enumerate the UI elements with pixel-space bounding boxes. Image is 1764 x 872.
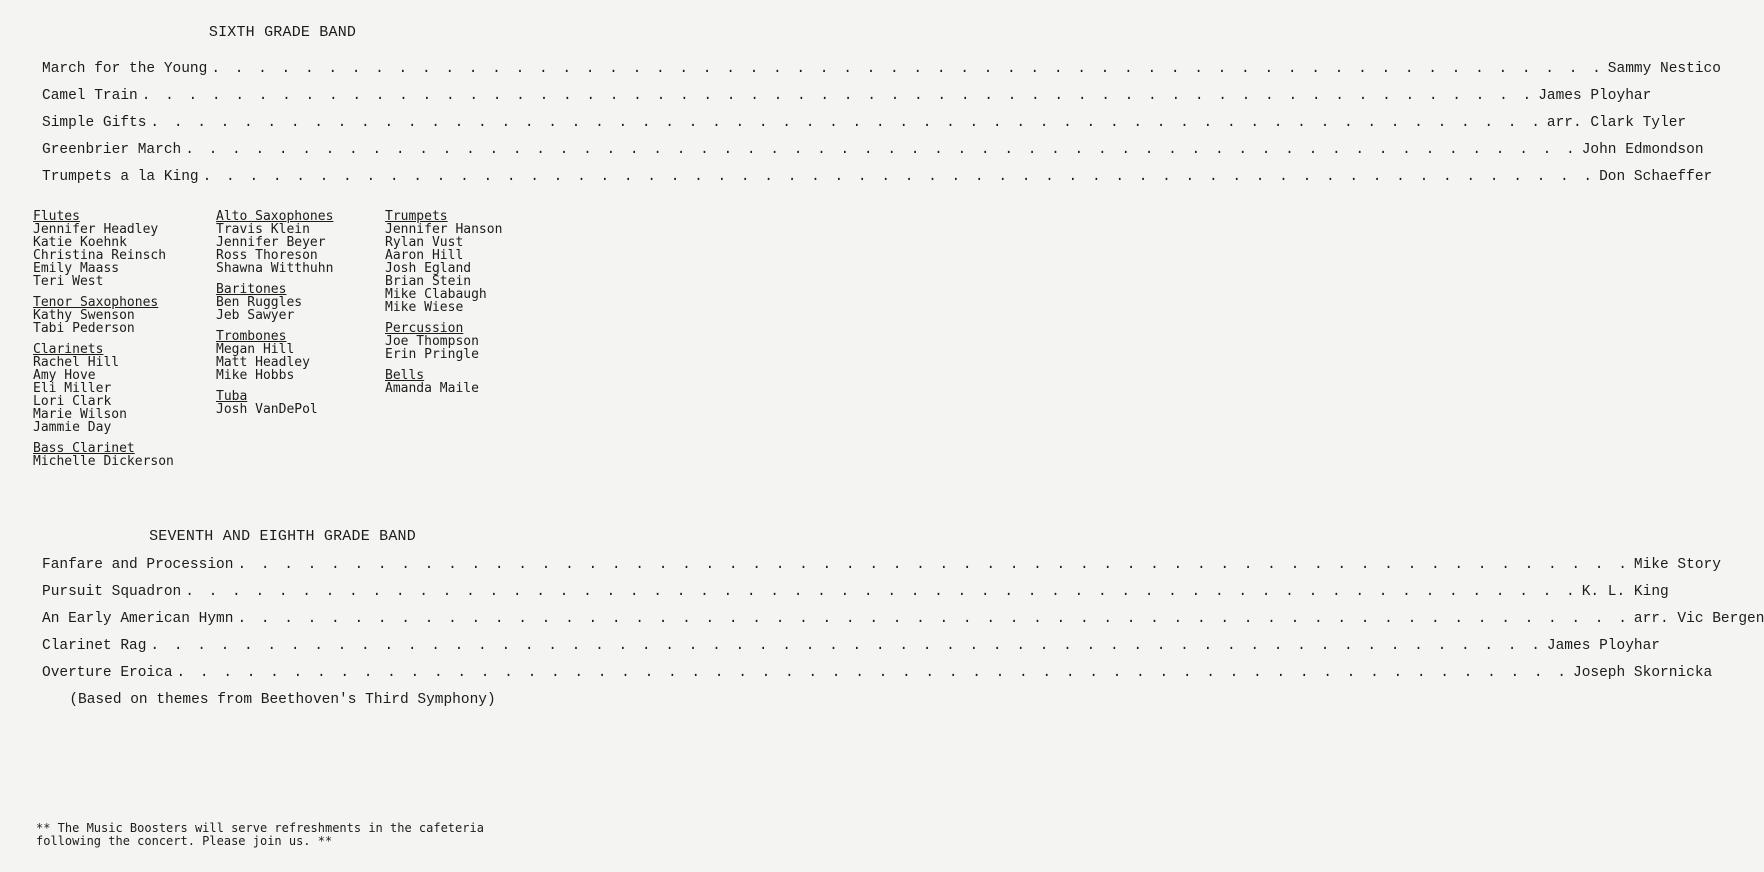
- member-name: Megan Hill: [216, 342, 295, 357]
- member-name: Emily Maass: [33, 261, 120, 276]
- instrument-section: [216, 390, 381, 416]
- dot-leader: . . . . . . . . . . . . . . . . . . . . . . . . . . . . . . . . . . . . . . . . . . . . . . . . . . . . . . . . . . . .: [150, 115, 1543, 131]
- member-name: Katie Koehnk: [33, 235, 127, 250]
- piece-title: Greenbrier March: [42, 142, 182, 158]
- member-name: Teri West: [33, 274, 104, 289]
- instrument-section: [216, 283, 381, 322]
- seventh-eighth-grade-heading: SEVENTH AND EIGHTH GRADE BAND: [149, 528, 416, 545]
- composer-name: Joseph Skornicka: [1573, 665, 1713, 681]
- program-item: [42, 61, 1721, 88]
- member-name: Jeb Sawyer: [216, 308, 295, 323]
- seventh-eighth-grade-program: [42, 557, 1764, 719]
- dot-leader: . . . . . . . . . . . . . . . . . . . . . . . . . . . . . . . . . . . . . . . . . . . . . . . . . . . . . . . . . . . .: [211, 61, 1604, 77]
- member-name: Eli Miller: [33, 381, 112, 396]
- composer-name: James Ployhar: [1538, 88, 1652, 104]
- roster-column-2: [216, 210, 381, 424]
- section-title: Flutes: [33, 209, 80, 224]
- instrument-section: [385, 210, 555, 314]
- program-note: (Based on themes from Beethoven's Third Symphony): [69, 692, 496, 708]
- member-name: Marie Wilson: [33, 407, 127, 422]
- composer-name: Mike Story: [1633, 557, 1721, 573]
- member-name: Amy Hove: [33, 368, 96, 383]
- dot-leader: . . . . . . . . . . . . . . . . . . . . . . . . . . . . . . . . . . . . . . . . . . . . . . . . . . . . . . . . . . . .: [141, 88, 1535, 104]
- program-item: [42, 611, 1764, 638]
- section-title: Alto Saxophones: [216, 209, 334, 224]
- composer-name: Don Schaeffer: [1599, 169, 1713, 185]
- member-name: Josh VanDePol: [216, 402, 318, 417]
- member-name: Jennifer Beyer: [216, 235, 326, 250]
- program-item: [42, 638, 1661, 665]
- member-name: Ross Thoreson: [216, 248, 318, 263]
- program-item: [42, 169, 1713, 196]
- section-title: Trumpets: [385, 209, 448, 224]
- section-title: Trombones: [216, 329, 287, 344]
- member-name: Mike Wiese: [385, 300, 464, 315]
- member-name: Rylan Vust: [385, 235, 464, 250]
- instrument-section: [385, 322, 555, 361]
- dot-leader: . . . . . . . . . . . . . . . . . . . . . . . . . . . . . . . . . . . . . . . . . . . . . . . . . . . . . . . . . . . .: [202, 169, 1596, 185]
- dot-leader: . . . . . . . . . . . . . . . . . . . . . . . . . . . . . . . . . . . . . . . . . . . . . . . . . . . . . . . . . . . .: [237, 611, 1630, 627]
- member-name: Kathy Swenson: [33, 308, 135, 323]
- program-item: [42, 584, 1669, 611]
- program-item: [42, 142, 1704, 169]
- sixth-grade-program: [42, 61, 1721, 196]
- section-title: Bells: [385, 368, 425, 383]
- member-name: Travis Klein: [216, 222, 310, 237]
- piece-title: Pursuit Squadron: [42, 584, 182, 600]
- program-item: [42, 665, 1713, 692]
- dot-leader: . . . . . . . . . . . . . . . . . . . . . . . . . . . . . . . . . . . . . . . . . . . . . . . . . . . . . . . . . . . .: [185, 142, 1578, 158]
- piece-title: Camel Train: [42, 88, 138, 104]
- program-item: [42, 115, 1687, 142]
- program-item: [42, 88, 1652, 115]
- footer-note: ** The Music Boosters will serve refreshments in the cafeteria following the concert. Please join us. **: [36, 821, 484, 848]
- member-name: Matt Headley: [216, 355, 310, 370]
- dot-leader: . . . . . . . . . . . . . . . . . . . . . . . . . . . . . . . . . . . . . . . . . . . . . . . . . . . . . . . . . . . .: [150, 638, 1543, 654]
- member-name: Mike Clabaugh: [385, 287, 487, 302]
- instrument-section: [33, 296, 213, 335]
- composer-name: arr. Clark Tyler: [1546, 115, 1687, 131]
- composer-name: arr. Vic Bergen: [1633, 611, 1764, 627]
- composer-name: James Ployhar: [1546, 638, 1661, 654]
- composer-name: K. L. King: [1581, 584, 1669, 600]
- dot-leader: . . . . . . . . . . . . . . . . . . . . . . . . . . . . . . . . . . . . . . . . . . . . . . . . . . . . . . . . . . . .: [185, 584, 1578, 600]
- piece-title: March for the Young: [42, 61, 208, 77]
- program-item: [42, 557, 1721, 584]
- instrument-section: [33, 210, 213, 288]
- member-name: Jammie Day: [33, 420, 112, 435]
- member-name: Jennifer Headley: [33, 222, 159, 237]
- section-title: Clarinets: [33, 342, 104, 357]
- instrument-section: [216, 210, 381, 275]
- piece-title: An Early American Hymn: [42, 611, 234, 627]
- dot-leader: . . . . . . . . . . . . . . . . . . . . . . . . . . . . . . . . . . . . . . . . . . . . . . . . . . . . . . . . . . . .: [237, 557, 1630, 573]
- instrument-section: [33, 442, 213, 468]
- piece-title: Clarinet Rag: [42, 638, 147, 654]
- instrument-section: [33, 343, 213, 434]
- piece-title: Fanfare and Procession: [42, 557, 234, 573]
- instrument-section: [216, 330, 381, 382]
- member-name: Tabi Pederson: [33, 321, 135, 336]
- instrument-section: [385, 369, 555, 395]
- member-name: Christina Reinsch: [33, 248, 167, 263]
- member-name: Shawna Witthuhn: [216, 261, 334, 276]
- section-title: Percussion: [385, 321, 464, 336]
- member-name: Erin Pringle: [385, 347, 479, 362]
- piece-title: Trumpets a la King: [42, 169, 199, 185]
- piece-title: Simple Gifts: [42, 115, 147, 131]
- member-name: Josh Egland: [385, 261, 472, 276]
- piece-title: Overture Eroica: [42, 665, 173, 681]
- member-name: Amanda Maile: [385, 381, 479, 396]
- section-title: Tuba: [216, 389, 248, 404]
- composer-name: Sammy Nestico: [1607, 61, 1721, 77]
- roster-column-1: [33, 210, 213, 476]
- member-name: Aaron Hill: [385, 248, 464, 263]
- section-title: Bass Clarinet: [33, 441, 135, 456]
- member-name: Rachel Hill: [33, 355, 120, 370]
- member-name: Michelle Dickerson: [33, 454, 174, 469]
- composer-name: John Edmondson: [1581, 142, 1704, 158]
- member-name: Joe Thompson: [385, 334, 479, 349]
- member-name: Lori Clark: [33, 394, 112, 409]
- section-title: Baritones: [216, 282, 287, 297]
- member-name: Jennifer Hanson: [385, 222, 503, 237]
- section-title: Tenor Saxophones: [33, 295, 159, 310]
- member-name: Brian Stein: [385, 274, 472, 289]
- member-name: Mike Hobbs: [216, 368, 295, 383]
- member-name: Ben Ruggles: [216, 295, 303, 310]
- sixth-grade-heading: SIXTH GRADE BAND: [208, 24, 357, 41]
- roster-column-3: [385, 210, 555, 403]
- dot-leader: . . . . . . . . . . . . . . . . . . . . . . . . . . . . . . . . . . . . . . . . . . . . . . . . . . . . . . . . . . . .: [176, 665, 1569, 681]
